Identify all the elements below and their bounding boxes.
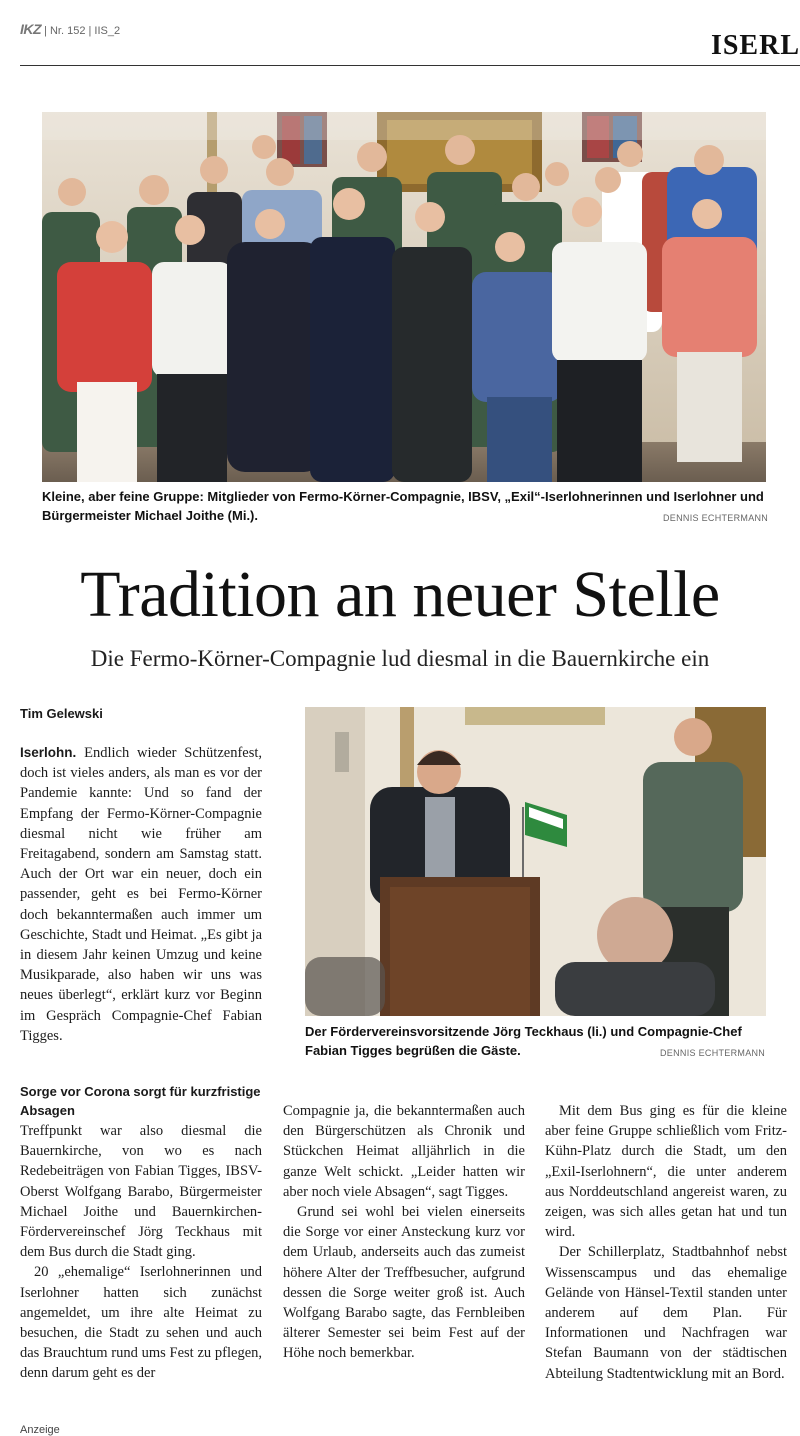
- header-rule: [20, 65, 800, 66]
- group-photo: [42, 112, 766, 482]
- article-column-3: [545, 1101, 787, 1384]
- newspaper-logo: IKZ: [20, 21, 42, 37]
- paragraph: Der Schillerplatz, Stadtbahnhof nebst Wissenscampus und das ehemalige Gelände von Hänsel-Textil standen unter anderem auf dem Plan. Für Informationen und Nachfragen war Stefan Baumann von der städtischen Abteilung Stadtentwicklung mit an Bord.: [545, 1244, 787, 1382]
- paragraph: Grund sei wohl bei vielen einerseits die Sorge vor einer Ansteckung kurz vor dem Urlaub, anderseits auch das zumeist höhere Alter der Treffbesucher, aufgrund dessen die Sorge weiter groß ist. Auch Wolfgang Barabo sagte, das Fernbleiben älterer Semester sei beim Fest auf der Höhe noch bemerkbar.: [283, 1204, 525, 1362]
- dateline: Iserlohn.: [20, 745, 77, 760]
- issue-number: | Nr. 152 | IIS_2: [44, 25, 121, 37]
- article-column-1: [20, 1121, 262, 1384]
- intro-text: Endlich wieder Schützenfest, doch ist vieles anders, als man es vor der Pandemie kannte: Und so fand der Empfang der Fermo-Körner-Compagnie diesmal nicht wie früher am Freitagabend, sondern am Samstag statt. Auch der Ort war ein neuer, doch ein passender, geht es bei Fermo-Körner doch bekanntermaßen auch immer um Geschichte, Stadt und Heimat. „Es gibt ja in diesem Jahr keinen Umzug und keine Musikparade, also haben wir uns was neues überlegt“, erklärt kurz vor Beginn im Gespräch Compagnie-Chef Fabian Tigges.: [20, 745, 263, 1044]
- paragraph: Mit dem Bus ging es für die kleine aber feine Gruppe schließlich vom Fritz-Kühn-Platz durch die Stadt, um den „Exil-Iserlohnern“, die unter anderem aus Norddeutschland angereist waren, zu zeigen, was sich alles getan hat und tun wird.: [545, 1103, 787, 1241]
- speech-photo-credit: DENNIS ECHTERMANN: [660, 1048, 766, 1058]
- article-headline: Tradition an neuer Stelle: [80, 558, 720, 631]
- speech-photo-caption: Der Fördervereinsvorsitzende Jörg Teckhaus (li.) und Compagnie-Chef Fabian Tigges begrüßen die Gäste.: [305, 1024, 742, 1058]
- article-intro: [20, 743, 262, 1046]
- paragraph: 20 „ehemalige“ Iserlohnerinnen und Iserlohner hatten sich zunächst angemeldet, um ihre alte Heimat zu besuchen, die Stadt zu sehen und auch das Brauchtum rund ums Fest zu pflegen, denn darum geht es der: [20, 1264, 262, 1382]
- group-photo-credit: DENNIS ECHTERMANN: [663, 513, 769, 523]
- article-subheadline: Die Fermo-Körner-Compagnie lud diesmal in die Bauernkirche ein: [90, 646, 710, 671]
- speech-photo-image: [305, 707, 766, 1016]
- ad-label: Anzeige: [20, 1424, 60, 1436]
- issue-info: [20, 21, 120, 37]
- group-photo-caption: Kleine, aber feine Gruppe: Mitglieder von Fermo-Körner-Compagnie, IBSV, „Exil“-Iserlohnerinnen und Iserlohner und Bürgermeister Michael Joithe (Mi.).: [42, 489, 764, 523]
- article-subhead: Sorge vor Corona sorgt für kurzfristige Absagen: [20, 1084, 261, 1118]
- article-column-2: [283, 1101, 525, 1364]
- speech-photo: [305, 707, 766, 1016]
- article-author: Tim Gelewski: [20, 706, 103, 721]
- group-photo-image: [42, 112, 766, 482]
- section-title: ISERL: [710, 30, 800, 61]
- paragraph: Treffpunkt war also diesmal die Bauernkirche, von wo es nach Redebeiträgen von Fabian Tigges, IBSV-Oberst Wolfgang Barabo, Bürgermeister Michael Joithe und Bauernkirchen-Fördervereinschef Jörg Teckhaus mit dem Bus durch die Stadt ging.: [20, 1123, 262, 1261]
- paragraph: Compagnie ja, die bekanntermaßen auch den Bürgerschützen als Chronik und Stückchen Heimat alljährlich in die ganze Welt schickt. „Leider hatten wir aber noch viele Absagen“, sagt Tigges.: [283, 1103, 525, 1200]
